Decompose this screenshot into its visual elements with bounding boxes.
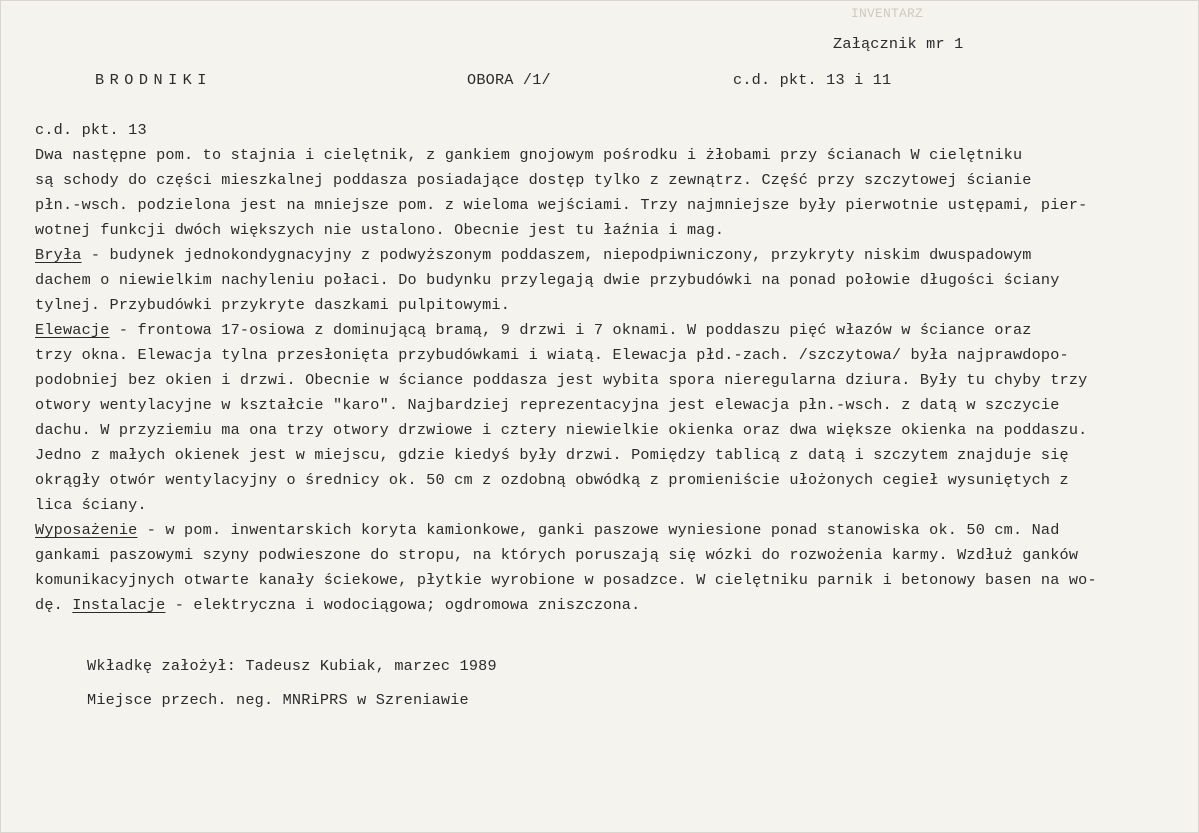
elewacje-line — [35, 323, 1032, 338]
instalacje-line — [35, 598, 640, 613]
bryla-text: - budynek jednokondygnacyjny z podwyższonym poddaszem, niepodpiwniczony, przykryty niskim dwuspadowym — [81, 246, 1032, 264]
text-line: komunikacyjnych otwarte kanały ściekowe, płytkie wyrobione w posadzce. W cielętniku parnik i betonowy basen na wo- — [35, 571, 1097, 589]
text-line: Jedno z małych okienek jest w miejscu, gdzie kiedyś były drzwi. Pomiędzy tablicą z datą i szczytem znajduje się — [35, 446, 1069, 464]
instalacje-text: - elektryczna i wodociągowa; ogdromowa zniszczona. — [165, 596, 641, 614]
wyposazenie-line — [35, 523, 1060, 538]
place-name: BRODNIKI — [95, 71, 212, 89]
text-line: okrągły otwór wentylacyjny o średnicy ok. 50 cm z ozdobną obwódką z promieniście ułożonych cegieł wysuniętych z — [35, 471, 1069, 489]
attachment-label: Załącznik mr 1 — [833, 35, 964, 53]
text-line: są schody do części mieszkalnej poddasza posiadające dostęp tylko z zewnątrz. Część przy szczytowej ścianie — [35, 171, 1032, 189]
elewacje-heading: Elewacje — [35, 321, 110, 339]
object-name: OBORA /1/ — [467, 71, 551, 89]
wyposazenie-text: - w pom. inwentarskich koryta kamionkowe, ganki paszowe wyniesione ponad stanowiska ok. 50 cm. Nad — [137, 521, 1060, 539]
elewacje-text: - frontowa 17-osiowa z dominującą bramą, 9 drzwi i 7 oknami. W poddaszu pięć włazów w ściance oraz — [109, 321, 1032, 339]
text-line: lica ściany. — [35, 496, 147, 514]
text-line: wotnej funkcji dwóch większych nie ustalono. Obecnie jest tu łaźnia i mag. — [35, 221, 725, 239]
faint-stamp: INVENTARZ — [851, 6, 924, 21]
text-line: dachem o niewielkim nachyleniu połaci. Do budynku przylegają dwie przybudówki na ponad połowie długości ściany — [35, 271, 1060, 289]
text-line: płn.-wsch. podzielona jest na mniejsze pom. z wieloma wejściami. Trzy najmniejsze były pierwotnie ustępami, pier- — [35, 196, 1088, 214]
section-title: c.d. pkt. 13 — [35, 121, 147, 139]
bryla-heading: Bryła — [35, 246, 82, 264]
negatives-location: Miejsce przech. neg. MNRiPRS w Szreniawie — [87, 691, 469, 709]
text-line: dachu. W przyziemiu ma ona trzy otwory drzwiowe i cztery niewielkie okienka oraz dwa większe okienka na poddaszu. — [35, 421, 1088, 439]
bryla-line — [35, 248, 1032, 263]
continuation-ref: c.d. pkt. 13 i 11 — [733, 71, 892, 89]
text-line: trzy okna. Elewacja tylna przesłonięta przybudówkami i wiatą. Elewacja płd.-zach. /szczytowa/ była najprawdopo- — [35, 346, 1069, 364]
text-line: gankami paszowymi szyny podwieszone do stropu, na których poruszają się wózki do rozwożenia karmy. Wzdłuż ganków — [35, 546, 1079, 564]
last-prefix: dę. — [35, 596, 73, 614]
text-line: tylnej. Przybudówki przykryte daszkami pulpitowymi. — [35, 296, 511, 314]
author-note: Wkładkę założył: Tadeusz Kubiak, marzec 1989 — [87, 657, 497, 675]
text-line: otwory wentylacyjne w kształcie "karo". Najbardziej reprezentacyjna jest elewacja płn.-wsch. z datą w szczycie — [35, 396, 1060, 414]
wyposazenie-heading: Wyposażenie — [35, 521, 138, 539]
text-line: podobniej bez okien i drzwi. Obecnie w ściance poddasza jest wybita spora nieregularna dziura. Były tu chyby trzy — [35, 371, 1088, 389]
text-line: Dwa następne pom. to stajnia i cielętnik, z gankiem gnojowym pośrodku i żłobami przy ścianach W cielętniku — [35, 146, 1023, 164]
instalacje-heading: Instalacje — [72, 596, 166, 614]
